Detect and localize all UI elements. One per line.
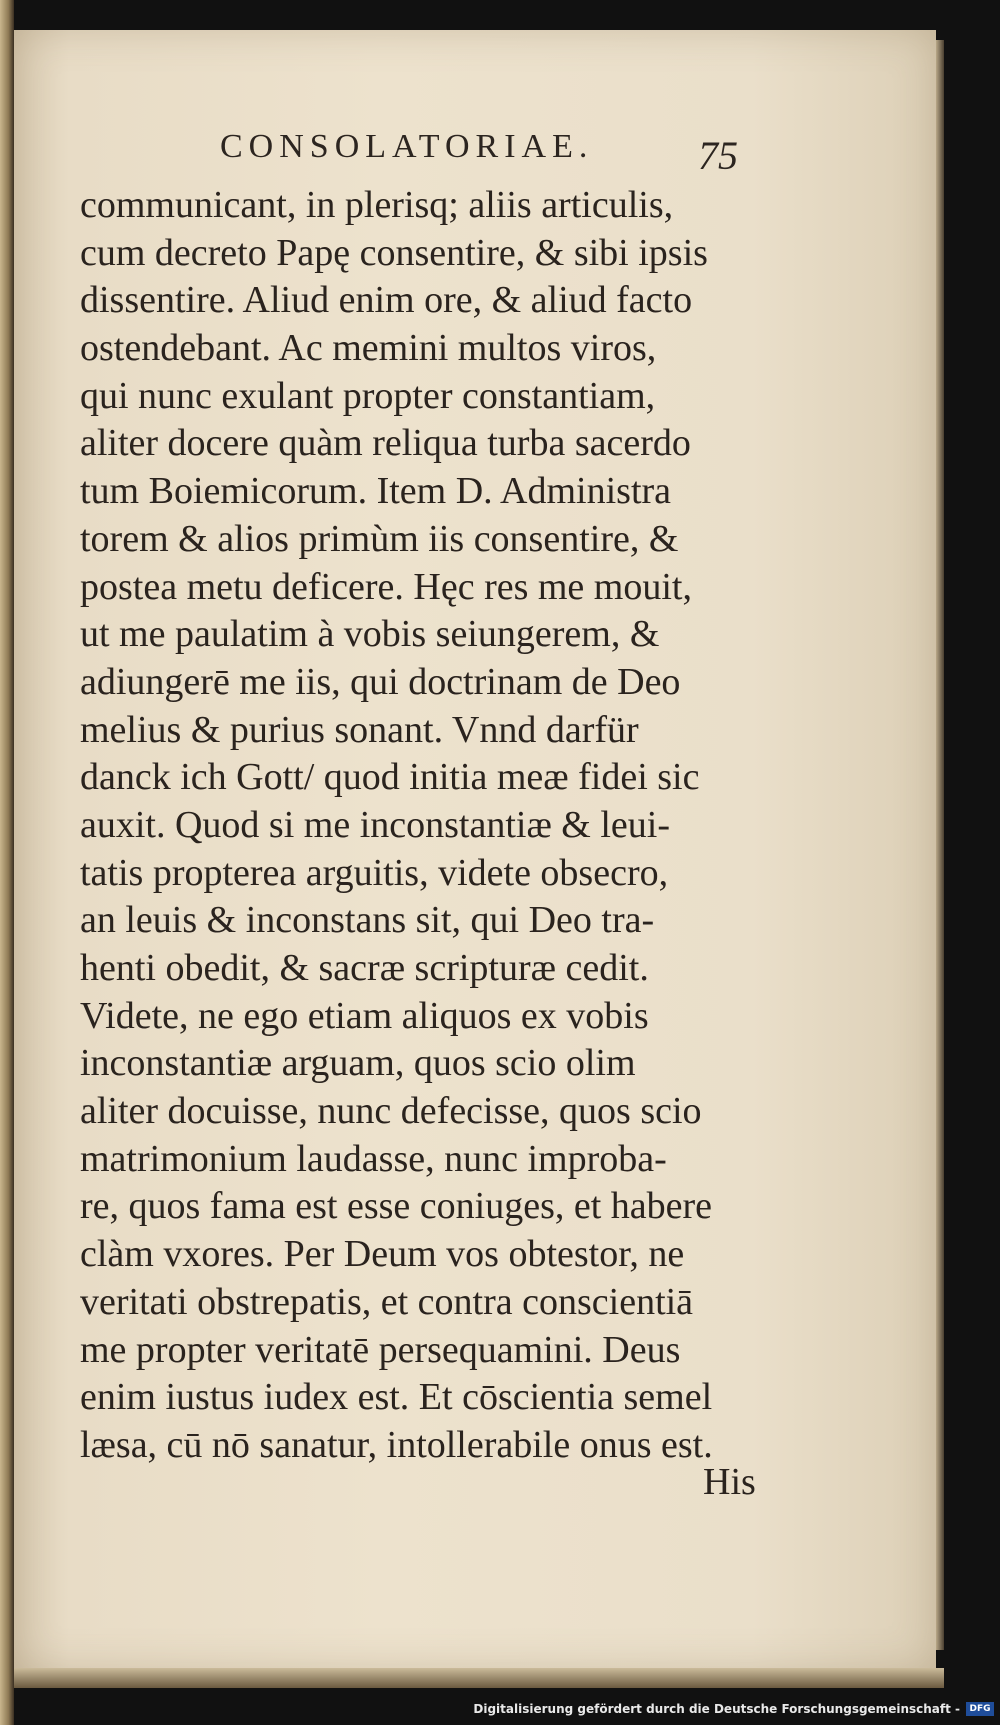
text-line: veritati obstrepatis, et contra conscientiā xyxy=(80,1280,694,1323)
page-bottom-edge xyxy=(14,1668,944,1688)
running-head: CONSOLATORIAE. xyxy=(220,128,594,165)
text-line: postea metu deficere. Hęc res me mouit, xyxy=(80,565,692,608)
text-line: an leuis & inconstans sit, qui Deo tra- xyxy=(80,899,655,942)
text-line: læsa, cū nō sanatur, intollerabile onus est. xyxy=(80,1423,713,1466)
text-line: inconstantiæ arguam, quos scio olim xyxy=(80,1042,636,1085)
text-line: qui nunc exulant propter constantiam, xyxy=(80,374,656,417)
text-line: ostendebant. Ac memini multos viros, xyxy=(80,327,657,370)
text-line: clàm vxores. Per Deum vos obtestor, ne xyxy=(80,1233,685,1276)
text-line: tum Boiemicorum. Item D. Administra xyxy=(80,470,672,513)
text-line: melius & purius sonant. Vnnd darfür xyxy=(80,708,639,751)
text-line: enim iustus iudex est. Et cōscientia semel xyxy=(80,1376,713,1419)
text-line: Videte, ne ego etiam aliquos ex vobis xyxy=(80,994,649,1037)
text-line: tatis propterea arguitis, videte obsecro, xyxy=(80,851,669,894)
page-edge xyxy=(936,40,944,1650)
text-line: aliter docere quàm reliqua turba sacerdo xyxy=(80,422,691,465)
text-line: danck ich Gott/ quod initia meæ fidei sic xyxy=(80,756,700,799)
body-text xyxy=(80,182,785,1470)
text-line: matrimonium laudasse, nunc improba- xyxy=(80,1137,667,1180)
text-line: communicant, in plerisq; aliis articulis, xyxy=(80,184,674,226)
text-line: me propter veritatē persequamini. Deus xyxy=(80,1328,681,1371)
text-line: ut me paulatim à vobis seiungerem, & xyxy=(80,613,660,656)
text-line: torem & alios primùm iis consentire, & xyxy=(80,517,679,560)
text-line: cum decreto Papę consentire, & sibi ipsis xyxy=(80,231,708,274)
catchword: His xyxy=(703,1461,756,1503)
book-spine xyxy=(0,0,14,1725)
page-number: 75 xyxy=(698,133,738,178)
text-line: auxit. Quod si me inconstantiæ & leui- xyxy=(80,803,670,846)
text-line: adiungerē me iis, qui doctrinam de Deo xyxy=(80,660,681,703)
dfg-logo: DFG xyxy=(966,1702,994,1716)
text-line: dissentire. Aliud enim ore, & aliud facto xyxy=(80,279,693,322)
text-line: henti obedit, & sacræ scripturæ cedit. xyxy=(80,947,649,989)
digitization-credit: Digitalisierung gefördert durch die Deutsche Forschungsgemeinschaft - xyxy=(473,1702,960,1716)
text-line: aliter docuisse, nunc defecisse, quos scio xyxy=(80,1090,702,1133)
text-line: re, quos fama est esse coniuges, et habere xyxy=(80,1185,713,1228)
